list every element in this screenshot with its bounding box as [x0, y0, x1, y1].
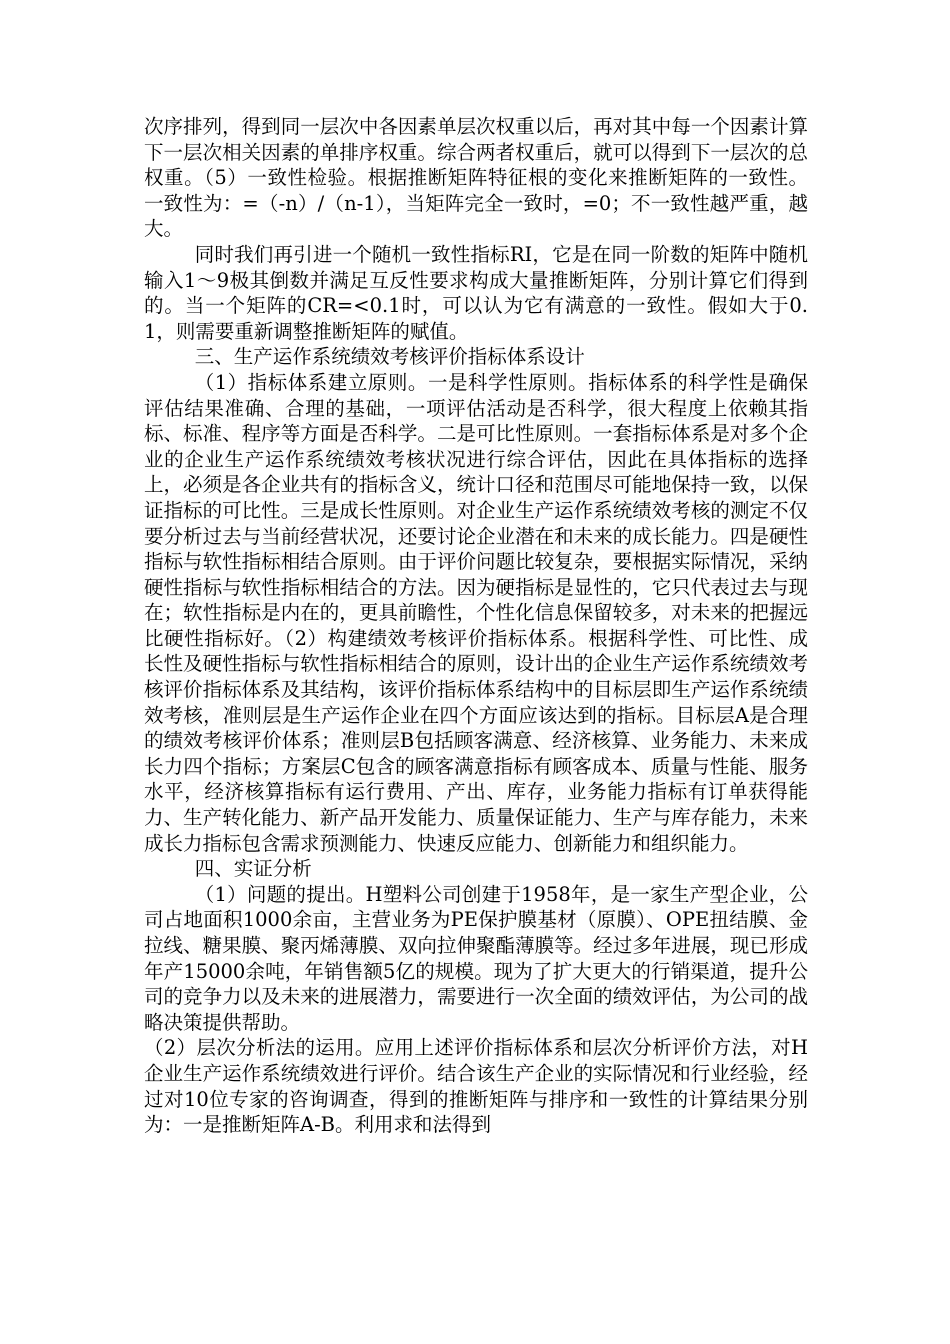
section-heading-indicator-system: 三、生产运作系统绩效考核评价指标体系设计 — [194, 345, 585, 369]
paragraph-continuation-consistency-check: 次序排列，得到同一层次中各因素单层次权重以后，再对其中每一个因素计算下一层次相关因素的单排序权重。综合两者权重后，就可以得到下一层次的总权重。（5）一致性检验。根据推断矩阵特征根的变化来推断矩阵的一致性。一致性为：=（-n）/（n-1），当矩阵完全一致时，=0；不一致性越严重，越大。 — [144, 115, 808, 241]
section-heading-empirical-analysis: 四、实证分析 — [194, 857, 312, 881]
document-page — [144, 114, 808, 1138]
paragraph-ahp-application: （2）层次分析法的运用。应用上述评价指标体系和层次分析评价方法，对H企业生产运作系统绩效进行评价。结合该生产企业的实际情况和行业经验，经过对10位专家的咨询调查，得到的推断矩阵与排序和一致性的计算结果分别为：一是推断矩阵A-B。利用求和法得到 — [144, 1036, 808, 1137]
paragraph-random-consistency-index: 同时我们再引进一个随机一致性指标RI，它是在同一阶数的矩阵中随机输入1～9极其倒数并满足互反性要求构成大量推断矩阵，分别计算它们得到的。当一个矩阵的CR=<0.1时，可以认为它有满意的一致性。假如大于0.1，则需要重新调整推断矩阵的赋值。 — [144, 242, 808, 343]
paragraph-indicator-principles: （1）指标体系建立原则。一是科学性原则。指标体系的科学性是确保评估结果准确、合理的基础，一项评估活动是否科学，很大程度上依赖其指标、标准、程序等方面是否科学。二是可比性原则。一套指标体系是对多个企业的企业生产运作系统绩效考核状况进行综合评估，因此在具体指标的选择上，必须是各企业共有的指标含义，统计口径和范围尽可能地保持一致，以保证指标的可比性。三是成长性原则。对企业生产运作系统绩效考核的测定不仅要分析过去与当前经营状况，还要讨论企业潜在和未来的成长能力。四是硬性指标与软性指标相结合原则。由于评价问题比较复杂，要根据实际情况，采纳硬性指标与软性指标相结合的方法。因为硬指标是显性的，它只代表过去与现在；软性指标是内在的，更具前瞻性，个性化信息保留较多，对未来的把握远比硬性指标好。（2）构建绩效考核评价指标体系。根据科学性、可比性、成长性及硬性指标与软性指标相结合的原则，设计出的企业生产运作系统绩效考核评价指标体系及其结构，该评价指标体系结构中的目标层即生产运作系统绩效考核，准则层是生产运作企业在四个方面应该达到的指标。目标层A是合理的绩效考核评价体系；准则层B包括顾客满意、经济核算、业务能力、未来成长力四个指标；方案层C包含的顾客满意指标有顾客成本、质量与性能、服务水平，经济核算指标有运行费用、产出、库存，业务能力指标有订单获得能力、生产转化能力、新产品开发能力、质量保证能力、生产与库存能力，未来成长力指标包含需求预测能力、快速反应能力、创新能力和组织能力。 — [144, 370, 808, 855]
paragraph-problem-statement: （1）问题的提出。H塑料公司创建于1958年，是一家生产型企业，公司占地面积1000余亩，主营业务为PE保护膜基材（原膜）、OPE扭结膜、金拉线、糖果膜、聚丙烯薄膜、双向拉伸聚酯薄膜等。经过多年进展，现已形成年产15000余吨，年销售额5亿的规模。现为了扩大更大的行销渠道，提升公司的竞争力以及未来的进展潜力，需要进行一次全面的绩效评估，为公司的战略决策提供帮助。 — [144, 882, 808, 1034]
